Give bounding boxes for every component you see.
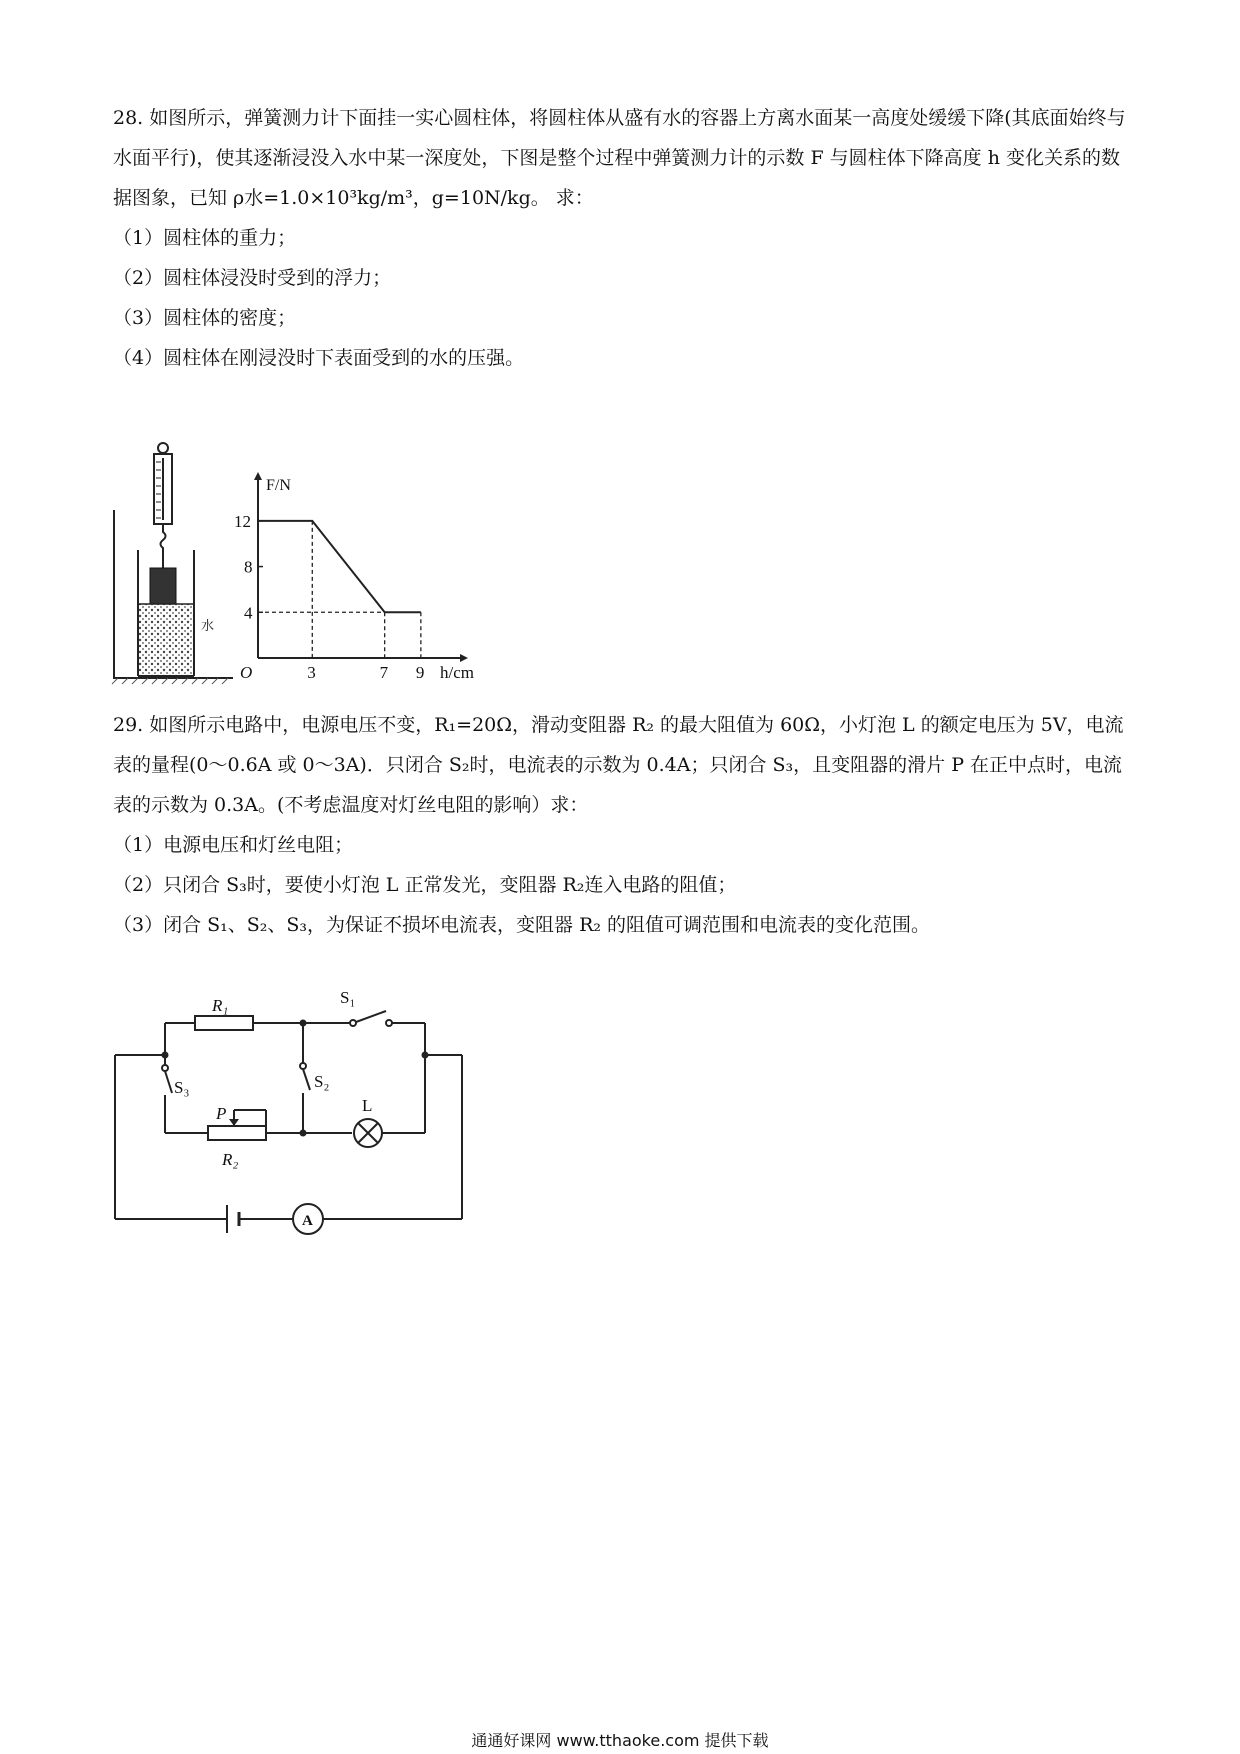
slider-p-label: P xyxy=(216,1104,227,1123)
q29-part-2: （2）只闭合 S₃时，要使小灯泡 L 正常发光，变阻器 R₂连入电路的阻值； xyxy=(113,874,737,896)
lamp-label: L xyxy=(362,1096,373,1115)
force-height-chart xyxy=(230,470,500,690)
r2-resistor xyxy=(208,1126,266,1140)
s1-switch xyxy=(356,1011,386,1022)
x-axis-label: h/cm xyxy=(440,663,474,682)
q28-stem: 28. 如图所示，弹簧测力计下面挂一实心圆柱体，将圆柱体从盛有水的容器上方离水面某一高度处缓缓下降(其底面始终与水面平行)，使其逐渐浸没入水中某一深度处，下图是整个过程中弹簧测力计的示数 F 与圆柱体下降高度 h 变化关系的数据图象，已知 ρ水=1.0×10³kg/m³，g=10N/kg。 求： xyxy=(113,107,1126,209)
x-axis-arrow xyxy=(460,654,468,662)
q28-part-4: （4）圆柱体在刚浸没时下表面受到的水的压强。 xyxy=(113,347,525,369)
y-tick-label: 8 xyxy=(244,557,253,577)
s3-switch xyxy=(165,1071,172,1093)
s3-label: S₃ xyxy=(174,1078,190,1097)
x-tick-label: 7 xyxy=(379,663,389,682)
q28-part-3: （3）圆柱体的密度； xyxy=(113,307,297,329)
y-axis-label: F/N xyxy=(266,477,291,494)
series-line xyxy=(258,521,421,612)
x-tick-label: 9 xyxy=(415,663,425,682)
y-tick-label: 12 xyxy=(234,511,251,531)
q28-part-1: （1）圆柱体的重力； xyxy=(113,227,297,249)
ammeter-label: A xyxy=(302,1213,313,1229)
q29-stem: 29. 如图所示电路中，电源电压不变，R₁=20Ω，滑动变阻器 R₂ 的最大阻值为 60Ω，小灯泡 L 的额定电压为 5V，电流表的量程(0～0.6A 或 0～3A)．只闭合 S₂时，电流表的示数为 0.4A；只闭合 S₃，且变阻器的滑片 P 在正中点时，电流表的示数为 0.3A。(不考虑温度对灯丝电阻的影响）求： xyxy=(113,714,1124,816)
y-axis-arrow xyxy=(254,472,262,480)
s2-switch xyxy=(303,1069,310,1090)
question-29 xyxy=(113,705,1133,945)
circuit-diagram xyxy=(110,985,475,1245)
footer-text: 通通好课网 www.tthaoke.com 提供下载 xyxy=(471,1731,769,1750)
r2-label: R₂ xyxy=(222,1150,239,1169)
r1-label: R₁ xyxy=(212,996,229,1015)
r1-resistor xyxy=(195,1016,253,1030)
q29-part-3: （3）闭合 S₁、S₂、S₃，为保证不损坏电流表，变阻器 R₂ 的阻值可调范围和电流表的变化范围。 xyxy=(113,914,931,936)
q28-part-2: （2）圆柱体浸没时受到的浮力； xyxy=(113,267,392,289)
x-tick-label: 3 xyxy=(307,663,316,682)
s2-label: S₂ xyxy=(314,1072,330,1091)
origin-label: O xyxy=(240,663,253,682)
s1-label: S₁ xyxy=(340,988,356,1007)
y-tick-label: 4 xyxy=(244,603,253,623)
water-label: 水 xyxy=(201,618,215,633)
q29-part-1: （1）电源电压和灯丝电阻； xyxy=(113,834,354,856)
spring-scale-figure xyxy=(108,440,238,685)
question-28 xyxy=(113,98,1133,378)
